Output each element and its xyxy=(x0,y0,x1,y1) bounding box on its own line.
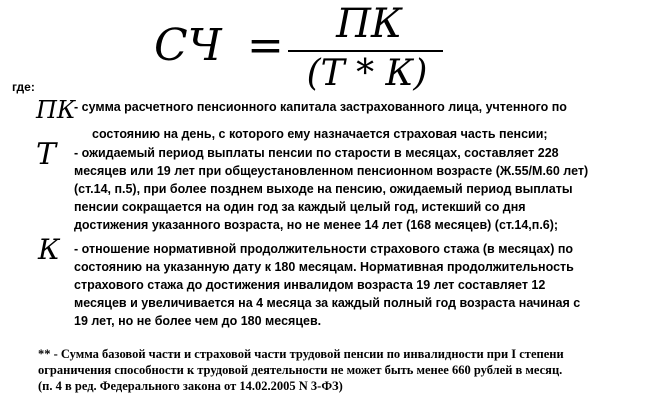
definition-line: состоянию на день, с которого ему назначается страховая часть пенсии; xyxy=(92,127,548,141)
symbol-k: К xyxy=(38,233,60,266)
formula-fraction-bar xyxy=(288,50,443,52)
formula-lhs: СЧ xyxy=(154,20,222,71)
where-label: где: xyxy=(12,80,35,94)
formula xyxy=(0,0,670,96)
footnote-line: ограничения способности к трудовой деятельности не может быть менее 660 рублей в месяц. xyxy=(38,363,563,377)
formula-numerator: ПК xyxy=(336,1,402,47)
definition-line: месяцев и увеличивается на 4 месяца за каждый полный год возраста начиная с xyxy=(74,296,581,310)
footnote xyxy=(38,346,663,394)
definition-line: 19 лет, но не более чем до 180 месяцев. xyxy=(74,314,322,328)
symbol-pk: ПК xyxy=(36,96,76,124)
definition-line: - сумма расчетного пенсионного капитала застрахованного лица, учтенного по xyxy=(74,100,567,114)
definition-line: (ст.14, п.5), при более позднем выходе на пенсию, ожидаемый период выплаты xyxy=(74,182,573,196)
definition-line: - ожидаемый период выплаты пенсии по старости в месяцах, составляет 228 xyxy=(74,146,559,160)
formula-equals-sign: = xyxy=(247,20,284,71)
definition-t xyxy=(74,144,664,234)
definition-line: состоянию на указанную дату к 180 месяцам. Нормативная продолжительность xyxy=(74,260,574,274)
definition-line: страхового стажа до достижения инвалидом возраста 19 лет составляет 12 xyxy=(74,278,546,292)
definition-k xyxy=(74,240,664,330)
definition-pk xyxy=(74,94,664,148)
definition-line: пенсии сокращается на один год за каждый целый год, истекший со дня xyxy=(74,200,526,214)
definition-line: - отношение нормативной продолжительности страхового стажа (в месяцах) по xyxy=(74,242,574,256)
symbol-t: Т xyxy=(36,137,57,172)
definition-line: достижения указанного возраста, но не менее 14 лет (168 месяцев) (ст.14,п.6); xyxy=(74,218,559,232)
formula-denominator: (Т * К) xyxy=(306,53,428,94)
definition-line: месяцев или 19 лет при общеустановленном пенсионном возрасте (Ж.55/М.60 лет) xyxy=(74,164,589,178)
footnote-line: ** - Сумма базовой части и страховой части трудовой пенсии по инвалидности при I степени xyxy=(38,347,564,361)
footnote-line: (п. 4 в ред. Федерального закона от 14.02.2005 N 3-ФЗ) xyxy=(38,379,343,393)
